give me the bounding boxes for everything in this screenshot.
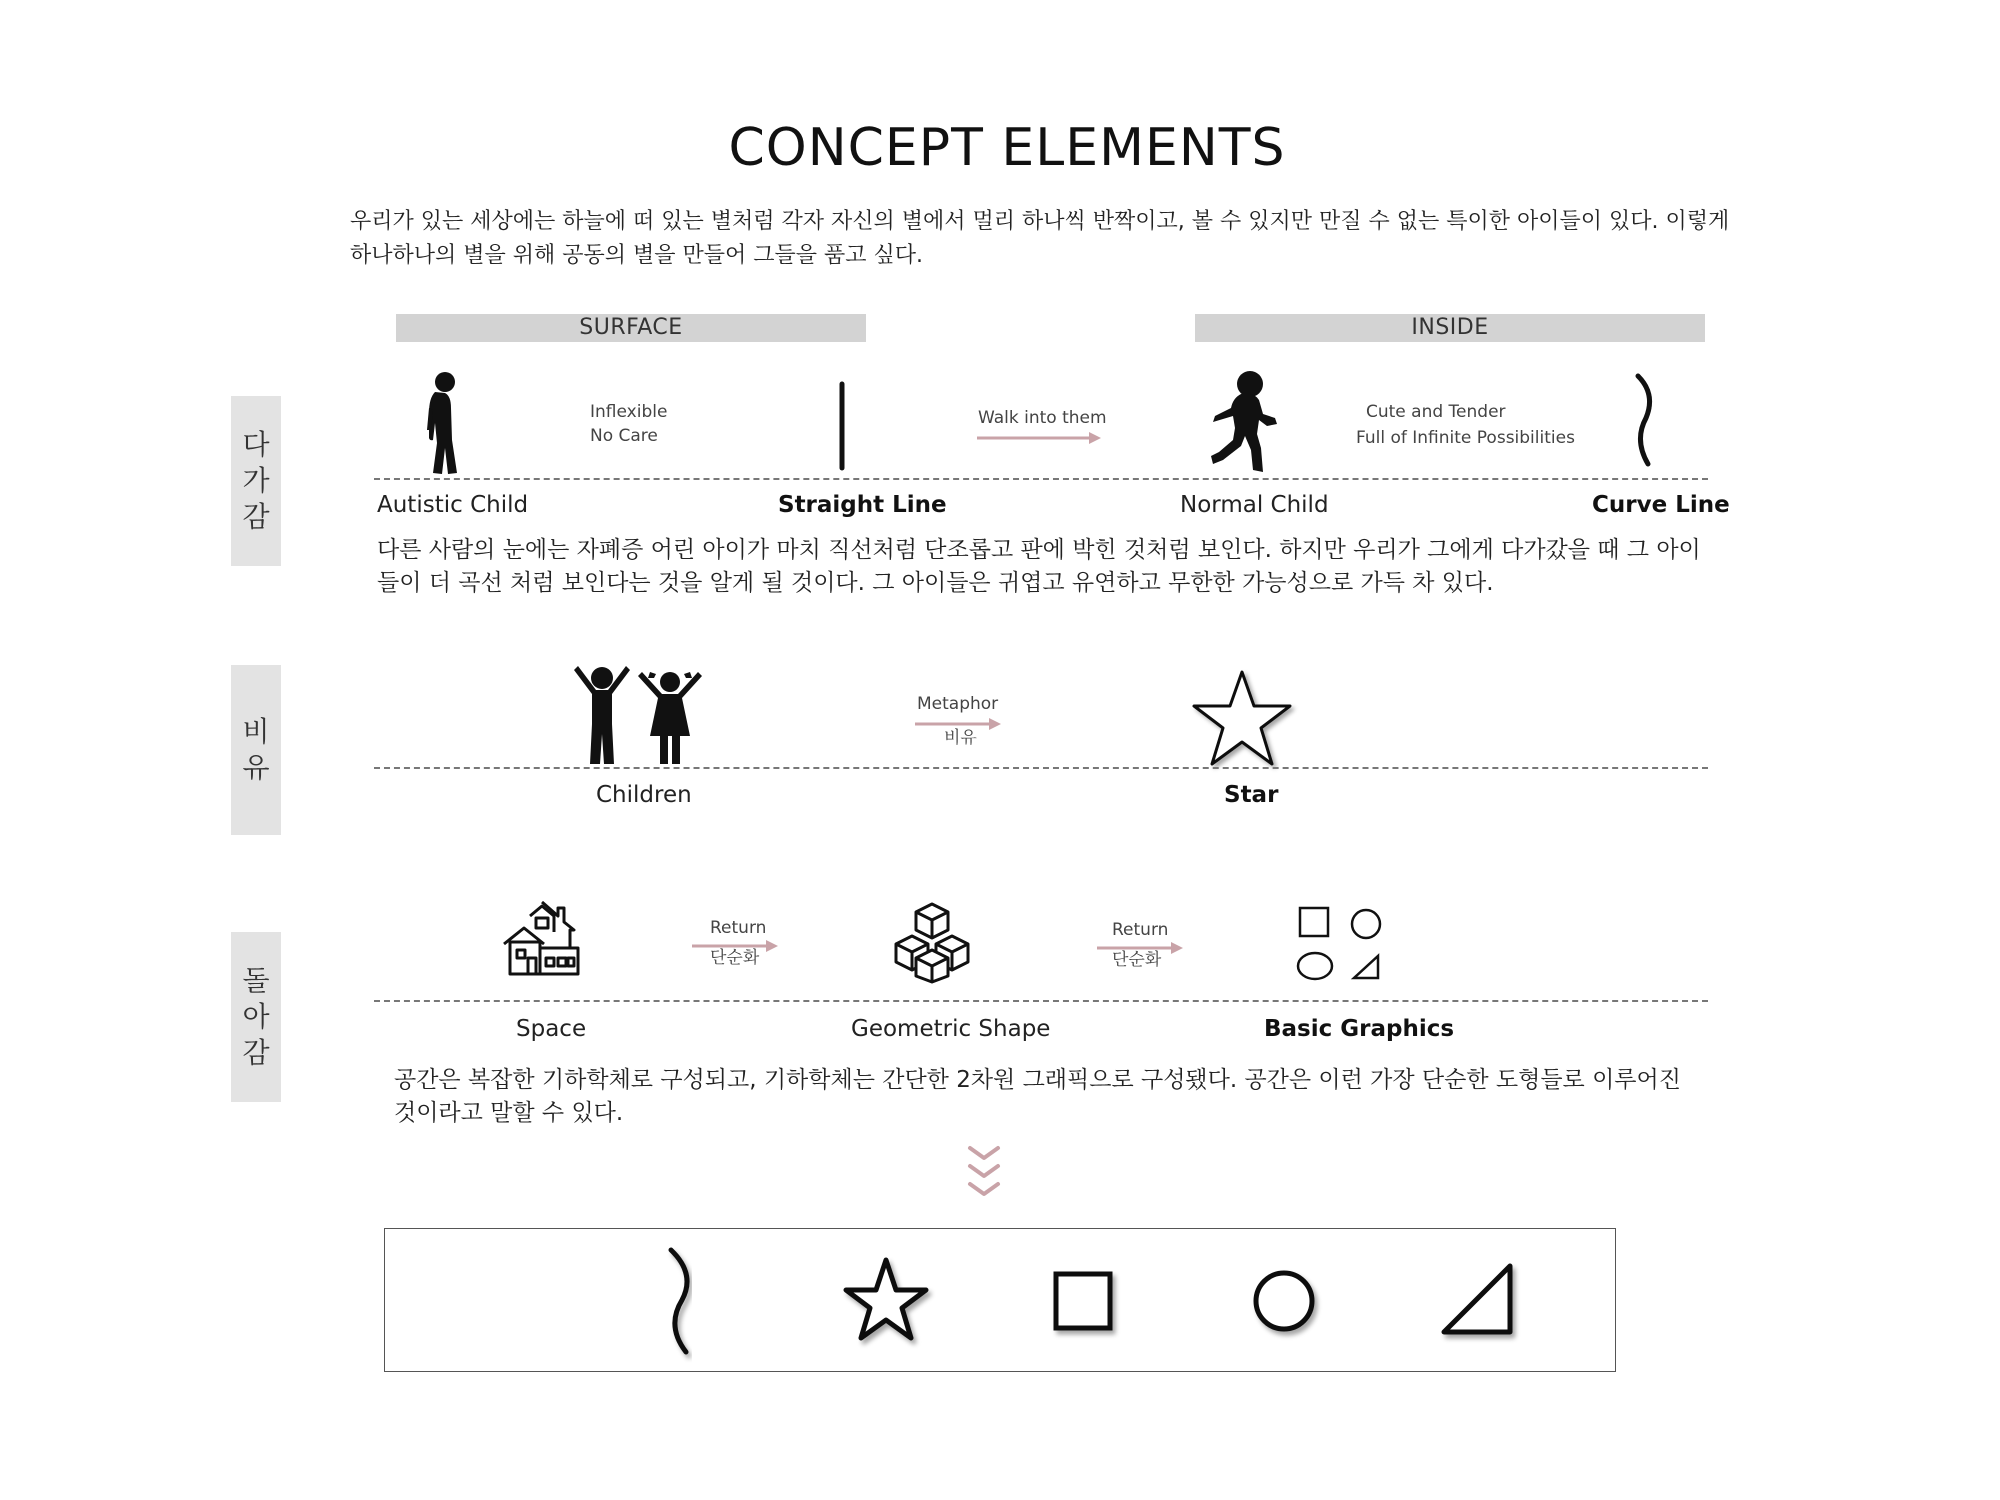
arrow-label-metaphor: Metaphor xyxy=(917,694,999,714)
section-label-char: 비 xyxy=(242,715,270,748)
house-icon xyxy=(502,898,584,980)
standing-child-icon xyxy=(415,368,465,478)
chevrons-down-icon xyxy=(966,1142,1002,1200)
divider-row3 xyxy=(374,1000,1708,1002)
summary-shapes xyxy=(384,1228,1616,1372)
label-straight-line: Straight Line xyxy=(778,492,947,518)
divider-row2 xyxy=(374,767,1708,769)
arrow-label-return-2: Return xyxy=(1112,920,1169,940)
star-outline-icon xyxy=(1190,668,1296,770)
stacked-cubes-icon xyxy=(890,900,976,984)
inside-header: INSIDE xyxy=(1195,314,1705,342)
arrow-label-metaphor-ko: 비유 xyxy=(944,728,977,748)
section-label-char: 감 xyxy=(242,500,270,533)
row1-description: 다른 사람의 눈에는 자폐증 어린 아이가 마치 직선처럼 단조롭고 판에 박힌 것처럼 보인다. 하지만 우리가 그에게 다가갔을 때 그 아이들이 더 곡선 처럼 보인다는 것을 알게 될 것이다. 그 아이들은 귀엽고 유연하고 무한한 가능성으로 가득 차 있다. xyxy=(377,537,1701,596)
summary-circle-icon xyxy=(1256,1273,1312,1329)
section-label-return xyxy=(231,932,281,1102)
note-infinite-possibilities: Full of Infinite Possibilities xyxy=(1356,428,1575,448)
label-star: Star xyxy=(1224,782,1279,808)
row3-description: 공간은 복잡한 기하학체로 구성되고, 기하학체는 간단한 2차원 그래픽으로 구성됐다. 공간은 이런 가장 단순한 도형들로 이루어진 것이라고 말할 수 있다. xyxy=(394,1067,1681,1126)
running-child-icon xyxy=(1205,368,1285,476)
curve-line-icon xyxy=(1628,372,1658,468)
section-label-char: 돌 xyxy=(242,964,270,997)
note-cute-and-tender: Cute and Tender xyxy=(1366,402,1506,422)
children-cheering-icon xyxy=(570,662,706,766)
section-label-approach xyxy=(231,396,281,566)
arrow-label-return-1: Return xyxy=(710,918,767,938)
label-children: Children xyxy=(596,782,692,808)
summary-curve-line-icon xyxy=(671,1250,687,1352)
arrow-label-simplify-2: 단순화 xyxy=(1112,950,1162,970)
arrow-right-icon xyxy=(975,430,1103,446)
section-label-char: 가 xyxy=(242,464,270,497)
note-no-care: No Care xyxy=(590,426,658,446)
label-curve-line: Curve Line xyxy=(1592,492,1730,518)
section-label-char: 유 xyxy=(242,751,270,784)
label-normal-child: Normal Child xyxy=(1180,492,1329,518)
section-label-char: 아 xyxy=(242,1000,270,1033)
divider-row1 xyxy=(374,478,1708,480)
label-space: Space xyxy=(516,1016,587,1042)
section-label-char: 다 xyxy=(242,428,270,461)
section-label-metaphor xyxy=(231,665,281,835)
label-autistic-child: Autistic Child xyxy=(377,492,529,518)
summary-triangle-icon xyxy=(1444,1266,1510,1332)
label-basic-graphics: Basic Graphics xyxy=(1264,1016,1455,1042)
summary-square-icon xyxy=(1056,1274,1110,1328)
intro-text: 우리가 있는 세상에는 하늘에 떠 있는 별처럼 각자 자신의 별에서 멀리 하나씩 반짝이고, 볼 수 있지만 만질 수 없는 특이한 아이들이 있다. 이렇게 하나하나의 별을 위해 공동의 별을 만들어 그들을 품고 싶다. xyxy=(350,209,1730,268)
surface-header: SURFACE xyxy=(396,314,866,342)
label-geometric-shape: Geometric Shape xyxy=(851,1016,1051,1042)
arrow-label-simplify-1: 단순화 xyxy=(710,948,760,968)
note-inflexible: Inflexible xyxy=(590,402,668,422)
page-title: CONCEPT ELEMENTS xyxy=(728,118,1286,178)
summary-star-icon xyxy=(846,1260,926,1338)
basic-shapes-icon xyxy=(1296,904,1386,986)
section-label-char: 감 xyxy=(242,1036,270,1069)
arrow-label-walk-into-them: Walk into them xyxy=(978,408,1107,428)
straight-line-icon xyxy=(835,382,849,470)
